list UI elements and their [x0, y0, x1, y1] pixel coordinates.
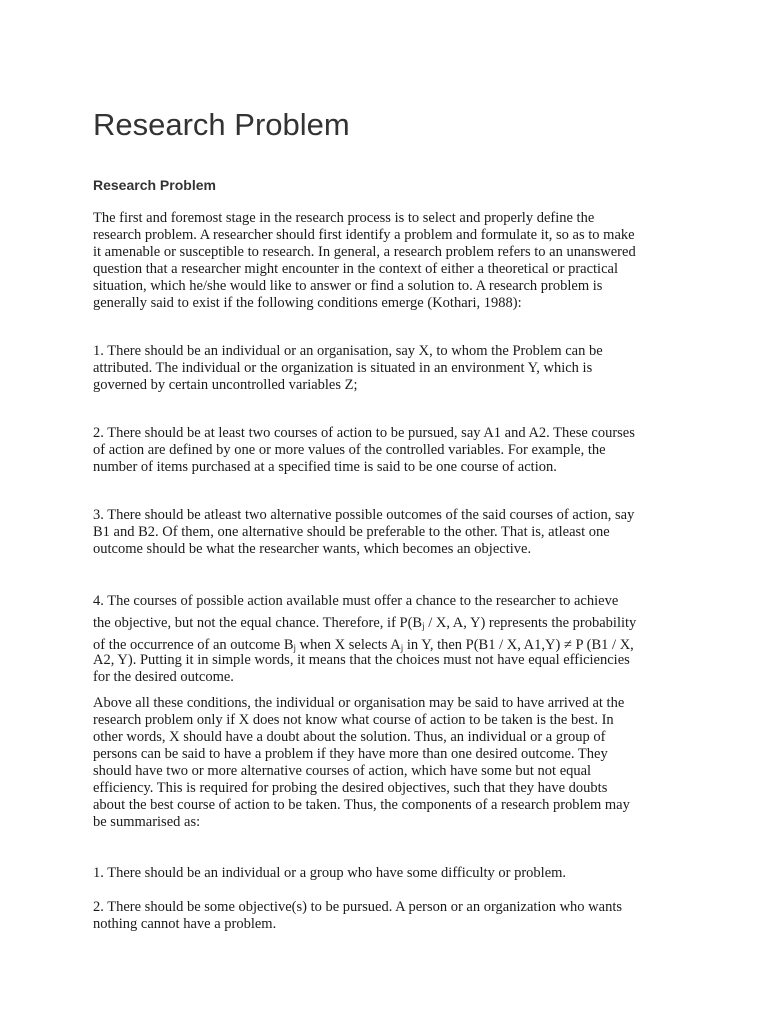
component-2-paragraph	[93, 899, 683, 933]
text-line: nothing cannot have a problem.	[93, 916, 277, 932]
section-heading: Research Problem	[93, 177, 216, 193]
text-line: for the desired outcome.	[93, 669, 234, 685]
text-line: governed by certain uncontrolled variables Z;	[93, 377, 358, 393]
subscript: j	[293, 643, 297, 653]
text-line: about the best course of action to be taken. Thus, the components of a research problem may	[93, 797, 630, 813]
condition-4-paragraph	[93, 589, 683, 686]
text-line: research problem. A researcher should first identify a problem and formulate it, so as to make	[93, 227, 635, 243]
text-line: persons can be said to have a problem if they have more than one desired outcome. They	[93, 746, 608, 762]
text-line: 3. There should be atleast two alternative possible outcomes of the said courses of action, say	[93, 507, 635, 523]
text-line: 1. There should be an individual or an organisation, say X, to whom the Problem can be	[93, 343, 603, 359]
text-line: question that a researcher might encounter in the context of either a theoretical or practical	[93, 261, 618, 277]
text-line: be summarised as:	[93, 814, 201, 830]
text-line: The first and foremost stage in the research process is to select and properly define the	[93, 210, 595, 226]
text-line-with-subscript	[93, 611, 683, 633]
text-line: efficiency. This is required for probing the desired objectives, such that they have doubts	[93, 780, 608, 796]
text-segment: in Y, then P(B1 / X, A1,Y) ≠ P (B1 / X,	[403, 637, 634, 653]
text-segment: / X, A, Y) represents the probability	[424, 615, 637, 631]
text-line: number of items purchased at a specified time is said to be one course of action.	[93, 459, 557, 475]
condition-3-paragraph	[93, 507, 683, 558]
text-line: 2. There should be some objective(s) to be pursued. A person or an organization who wants	[93, 899, 623, 915]
text-line: outcome should be what the researcher wants, which becomes an objective.	[93, 541, 532, 557]
component-1-paragraph	[93, 865, 683, 882]
text-line: it amenable or susceptible to research. In general, a research problem refers to an unanswered	[93, 244, 636, 260]
condition-1-paragraph	[93, 343, 683, 394]
text-line: 4. The courses of possible action available must offer a chance to the researcher to achieve	[93, 593, 619, 609]
text-line: 2. There should be at least two courses of action to be pursued, say A1 and A2. These courses	[93, 425, 635, 441]
condition-2-paragraph	[93, 425, 683, 476]
text-line: should have two or more alternative courses of action, which have some but not equal	[93, 763, 592, 779]
text-line: generally said to exist if the following conditions emerge (Kothari, 1988):	[93, 295, 522, 311]
subscript: j	[422, 621, 425, 631]
text-line: A2, Y). Putting it in simple words, it means that the choices must not have equal efficiencies	[93, 652, 630, 668]
text-segment: when X selects A	[296, 637, 401, 653]
text-segment: the objective, but not the equal chance. Therefore, if P(B	[93, 615, 423, 631]
text-line: of action are defined by one or more values of the controlled variables. For example, the	[93, 442, 606, 458]
intro-paragraph	[93, 210, 683, 312]
text-line: other words, X should have a doubt about the solution. Thus, an individual or a group of	[93, 729, 606, 745]
document-title: Research Problem	[93, 107, 350, 142]
summary-paragraph	[93, 695, 683, 831]
text-line: situation, which he/she would like to answer or find a solution to. A research problem is	[93, 278, 603, 294]
text-line: B1 and B2. Of them, one alternative should be preferable to the other. That is, atleast one	[93, 524, 610, 540]
text-line: attributed. The individual or the organization is situated in an environment Y, which is	[93, 360, 593, 376]
subscript: j	[400, 643, 404, 653]
text-line: Above all these conditions, the individual or organisation may be said to have arrived at the	[93, 695, 625, 711]
text-line: research problem only if X does not know what course of action to be taken is the best. In	[93, 712, 614, 728]
text-line: 1. There should be an individual or a group who have some difficulty or problem.	[93, 865, 567, 881]
text-segment: of the occurrence of an outcome B	[93, 637, 294, 653]
